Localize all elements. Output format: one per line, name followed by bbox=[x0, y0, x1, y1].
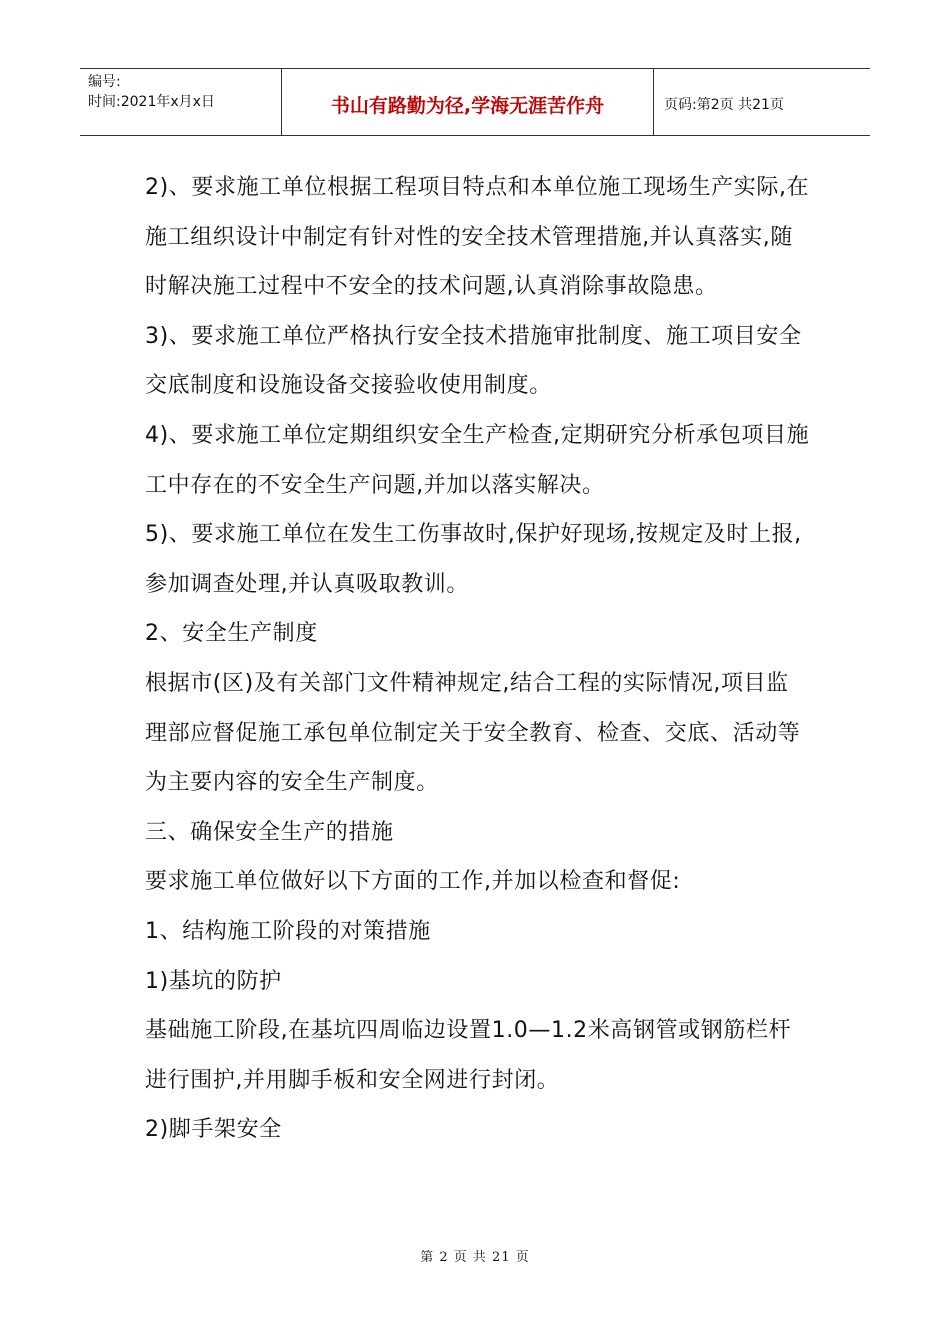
document-body bbox=[145, 163, 810, 1155]
section-heading: 1、结构施工阶段的对策措施 bbox=[145, 918, 431, 944]
subsection-heading: 1)基坑的防护 bbox=[145, 968, 282, 994]
paragraph: 4)、要求施工单位定期组织安全生产检查,定期研究分析承包项目施工中存在的不安全生产问题,并加以落实解决。 bbox=[145, 422, 810, 498]
document-header bbox=[80, 68, 870, 136]
paragraph: 基础施工阶段,在基坑四周临边设置1.0—1.2米高钢管或钢筋栏杆进行围护,并用脚手板和安全网进行封闭。 bbox=[145, 1018, 792, 1093]
paragraph: 3)、要求施工单位严格执行安全技术措施审批制度、施工项目安全交底制度和设施设备交接验收使用制度。 bbox=[145, 323, 802, 399]
document-number-label: 编号: bbox=[88, 74, 121, 90]
header-motto: 书山有路勤为径,学海无涯苦作舟 bbox=[282, 69, 654, 135]
header-meta-cell bbox=[80, 69, 282, 135]
paragraph: 2)、要求施工单位根据工程项目特点和本单位施工现场生产实际,在施工组织设计中制定有针对性的安全技术管理措施,并认真落实,随时解决施工过程中不安全的技术问题,认真消除事故隐患。 bbox=[145, 175, 810, 300]
paragraph: 要求施工单位做好以下方面的工作,并加以检查和督促: bbox=[145, 869, 681, 895]
section-heading: 三、确保安全生产的措施 bbox=[145, 819, 394, 845]
subsection-heading: 2)脚手架安全 bbox=[145, 1117, 282, 1143]
paragraph: 5)、要求施工单位在发生工伤事故时,保护好现场,按规定及时上报,参加调查处理,并认真吸取教训。 bbox=[145, 522, 802, 597]
header-page-info: 页码:第2页 共21页 bbox=[664, 97, 784, 113]
page-footer: 第 2 页 共 21 页 bbox=[420, 1250, 530, 1265]
document-time-label: 时间:2021年x月x日 bbox=[88, 94, 215, 110]
section-heading: 2、安全生产制度 bbox=[145, 621, 318, 647]
paragraph: 根据市(区)及有关部门文件精神规定,结合工程的实际情况,项目监理部应督促施工承包单位制定关于安全教育、检查、交底、活动等为主要内容的安全生产制度。 bbox=[145, 670, 801, 796]
